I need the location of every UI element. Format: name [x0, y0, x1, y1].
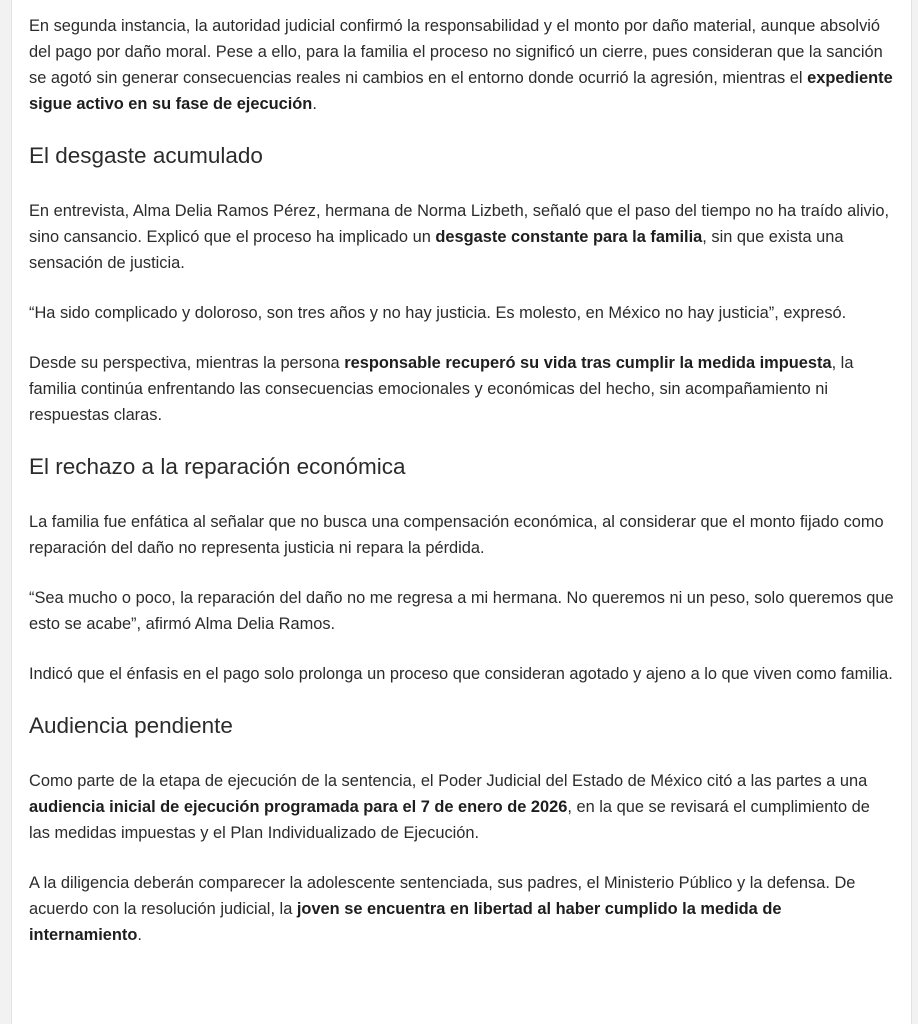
emphasis-joven-libertad: joven se encuentra en libertad al haber cumplido la medida de internamiento	[29, 900, 782, 944]
paragraph-quote-hermana: “Sea mucho o poco, la reparación del daño no me regresa a mi hermana. No queremos ni un peso, solo queremos que esto se acabe”, afirmó Alma Delia Ramos.	[29, 589, 894, 633]
section-heading-audiencia: Audiencia pendiente	[29, 713, 233, 738]
emphasis-audiencia-fecha: audiencia inicial de ejecución programada para el 7 de enero de 2026	[29, 798, 568, 816]
emphasis-responsable-recupero: responsable recuperó su vida tras cumplir la medida impuesta	[344, 354, 832, 372]
paragraph-hearing: Como parte de la etapa de ejecución de la sentencia, el Poder Judicial del Estado de México citó a las partes a una audiencia inicial de ejecución programada para el 7 de enero de 2026, en la que se revisará el cumplimiento de las medidas impuestas y el Plan Individualizado de Ejecución.	[29, 772, 870, 842]
article-body	[29, 13, 895, 972]
paragraph-interview: En entrevista, Alma Delia Ramos Pérez, hermana de Norma Lizbeth, señaló que el paso del tiempo no ha traído alivio, sino cansancio. Explicó que el proceso ha implicado un desgaste constante para la familia, sin que exista una sensación de justicia.	[29, 202, 890, 272]
paragraph-payment-emphasis: Indicó que el énfasis en el pago solo prolonga un proceso que consideran agotado y ajeno a lo que viven como familia.	[29, 665, 893, 683]
article-page	[11, 0, 912, 1024]
paragraph-second-instance: En segunda instancia, la autoridad judicial confirmó la responsabilidad y el monto por daño material, aunque absolvió del pago por daño moral. Pese a ello, para la familia el proceso no significó un cierre, pues consideran que la sanción se agotó sin generar consecuencias reales ni cambios en el entorno donde ocurrió la agresión, mientras el expediente sigue activo en su fase de ejecución.	[29, 17, 893, 113]
paragraph-perspective: Desde su perspectiva, mientras la persona responsable recuperó su vida tras cumplir la medida impuesta, la familia continúa enfrentando las consecuencias emocionales y económicas del hecho, sin acompañamiento ni respuestas claras.	[29, 354, 854, 424]
paragraph-quote-justicia: “Ha sido complicado y doloroso, son tres años y no hay justicia. Es molesto, en México no hay justicia”, expresó.	[29, 304, 847, 322]
paragraph-compensation: La familia fue enfática al señalar que no busca una compensación económica, al considerar que el monto fijado como reparación del daño no representa justicia ni repara la pérdida.	[29, 513, 884, 557]
emphasis-desgaste-constante: desgaste constante para la familia	[435, 228, 703, 246]
section-heading-rechazo: El rechazo a la reparación económica	[29, 454, 406, 479]
section-heading-desgaste: El desgaste acumulado	[29, 143, 263, 168]
emphasis-expediente-activo: expediente sigue activo en su fase de ejecución	[29, 69, 893, 113]
paragraph-diligence: A la diligencia deberán comparecer la adolescente sentenciada, sus padres, el Ministerio Público y la defensa. De acuerdo con la resolución judicial, la joven se encuentra en libertad al haber cumplido la medida de internamiento.	[29, 874, 856, 944]
